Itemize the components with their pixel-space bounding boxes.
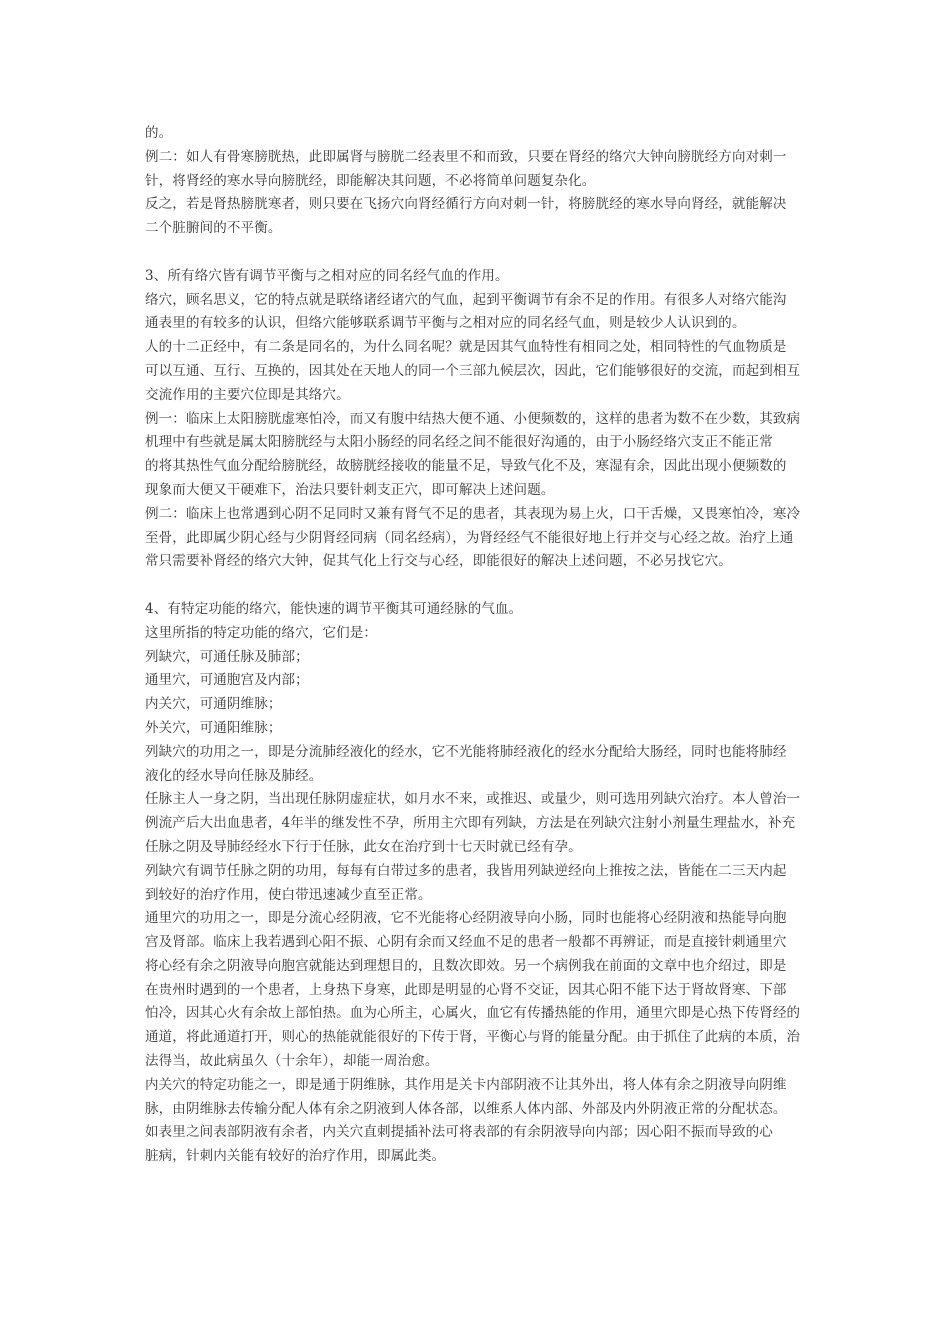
text-line: 通道，将此通道打开，则心的热能就能很好的下传于肾，平衡心与肾的能量分配。由于抓住了此病的本质，治 xyxy=(145,1029,801,1046)
text-line: 任脉主人一身之阴，当出现任脉阴虚症状，如月水不来，或推迟、或量少，则可选用列缺穴治疗。本人曾治一 xyxy=(145,791,801,808)
text-line: 列缺穴有调节任脉之阴的功用，每每有白带过多的患者，我皆用列缺逆经向上推按之法，皆能在二三天内起 xyxy=(145,862,787,879)
text-line: 例二：临床上也常遇到心阴不足同时又兼有肾气不足的患者，其表现为易上火，口干舌燥，又畏寒怕冷，寒冷 xyxy=(145,505,801,522)
text-line: 针，将肾经的寒水导向膀胱经，即能解决其问题，不必将简单问题复杂化。 xyxy=(145,172,596,189)
list-item: 内关穴，可通阴维脉； xyxy=(145,696,282,713)
text-line: 在贵州时遇到的一个患者，上身热下身寒，此即是明显的心肾不交证，因其心阳不能下达于肾故肾寒、下部 xyxy=(145,981,787,998)
list-item: 外关穴，可通阳维脉； xyxy=(145,719,282,736)
text-line: 机理中有些就是属太阳膀胱经与太阳小肠经的同名经之间不能很好沟通的，由于小肠经络穴支正不能正常 xyxy=(145,434,773,451)
text-line: 内关穴的特定功能之一，即是通于阴维脉，其作用是关卡内部阴液不让其外出，将人体有余之阴液导向阴维 xyxy=(145,1076,787,1093)
text-line: 脏病，针刺内关能有较好的治疗作用，即属此类。 xyxy=(145,1148,446,1165)
text-line: 如表里之间表部阴液有余者，内关穴直刺提插补法可将表部的有余阴液导向内部；因心阳不振而导致的心 xyxy=(145,1124,773,1141)
text-line: 至骨，此即属少阴心经与少阴肾经同病（同名经病），为肾经经气不能很好地上行并交与心经之故。治疗上通 xyxy=(145,529,794,546)
section-heading-3: 3、所有络穴皆有调节平衡与之相对应的同名经气血的作用。 xyxy=(145,267,509,284)
text-line: 例流产后大出血患者，4年半的继发性不孕，所用主穴即有列缺，方法是在列缺穴注射小剂量生理盐水，补充 xyxy=(145,815,796,832)
text-line: 人的十二正经中，有二条是同名的，为什么同名呢？就是因其气血特性有相同之处，相同特性的气血物质是 xyxy=(145,339,787,356)
text-line: 通里穴的功用之一，即是分流心经阴液，它不光能将心经阴液导向小肠，同时也能将心经阴液和热能导向胞 xyxy=(145,910,787,927)
text-line: 的。 xyxy=(145,125,173,141)
text-line: 这里所指的特定功能的络穴，它们是： xyxy=(145,624,378,641)
paragraph-gap xyxy=(145,241,813,265)
text-line: 二个脏腑间的不平衡。 xyxy=(145,220,282,237)
text-line: 现象而大便又干硬难下，治法只要针刺支正穴，即可解决上述问题。 xyxy=(145,481,555,498)
text-line: 交流作用的主要穴位即是其络穴。 xyxy=(145,386,350,403)
text-line: 例二：如人有骨寒膀胱热，此即属肾与膀胱二经表里不和而致，只要在肾经的络穴大钟向膀胱经方向对刺一 xyxy=(145,148,787,165)
list-item: 通里穴，可通胞宫及内部； xyxy=(145,672,309,689)
section-heading-4: 4、有特定功能的络穴，能快速的调节平衡其可通经脉的气血。 xyxy=(145,600,523,617)
text-line: 可以互通、互行、互换的，因其处在天地人的同一个三部九候层次，因此，它们能够很好的交流，而起到相互 xyxy=(145,362,801,379)
paragraph-gap xyxy=(145,574,813,598)
text-line: 怕冷，因其心火有余故上部怕热。血为心所主，心属火，血它有传播热能的作用，通里穴即是心热下传肾经的 xyxy=(145,1005,801,1022)
text-line: 液化的经水导向任脉及肺经。 xyxy=(145,767,323,784)
text-line: 列缺穴的功用之一，即是分流肺经液化的经水，它不光能将肺经液化的经水分配给大肠经，同时也能将肺经 xyxy=(145,743,787,760)
text-line: 脉，由阴维脉去传输分配人体有余之阴液到人体各部，以维系人体内部、外部及内外阴液正常的分配状态。 xyxy=(145,1100,787,1117)
list-item: 列缺穴，可通任脉及肺部； xyxy=(145,648,309,665)
document-body xyxy=(145,122,813,1169)
text-line: 法得当，故此病虽久（十余年），却能一周治愈。 xyxy=(145,1053,439,1070)
text-line: 络穴，顾名思义，它的特点就是联络诸经诸穴的气血，起到平衡调节有余不足的作用。有很多人对络穴能沟 xyxy=(145,291,787,308)
text-line: 任脉之阴及导肺经经水下行于任脉，此女在治疗到十七天时就已经有孕。 xyxy=(145,838,582,855)
text-line: 的将其热性气血分配给膀胱经，故膀胱经接收的能量不足，导致气化不及，寒湿有余，因此出现小便频数的 xyxy=(145,458,787,475)
text-line: 例一：临床上太阳膀胱虚寒怕冷，而又有腹中结热大便不通、小便频数的，这样的患者为数不在少数，其致病 xyxy=(145,410,801,427)
text-line: 宫及肾部。临床上我若遇到心阳不振、心阴有余而又经血不足的患者一般都不再辨证，而是直接针刺通里穴 xyxy=(145,934,787,951)
text-line: 通表里的有较多的认识，但络穴能够联系调节平衡与之相对应的同名经气血，则是较少人认识到的。 xyxy=(145,315,746,332)
text-line: 常只需要补肾经的络穴大钟，促其气化上行交与心经，即能很好的解决上述问题，不必另找它穴。 xyxy=(145,553,732,570)
text-line: 将心经有余之阴液导向胞宫就能达到理想目的，且数次即效。另一个病例我在前面的文章中也介绍过，即是 xyxy=(145,957,787,974)
text-line: 到较好的治疗作用，使白带迅速减少直至正常。 xyxy=(145,886,432,903)
text-line: 反之，若是肾热膀胱寒者，则只要在飞扬穴向肾经循行方向对刺一针，将膀胱经的寒水导向肾经，就能解决 xyxy=(145,196,787,213)
